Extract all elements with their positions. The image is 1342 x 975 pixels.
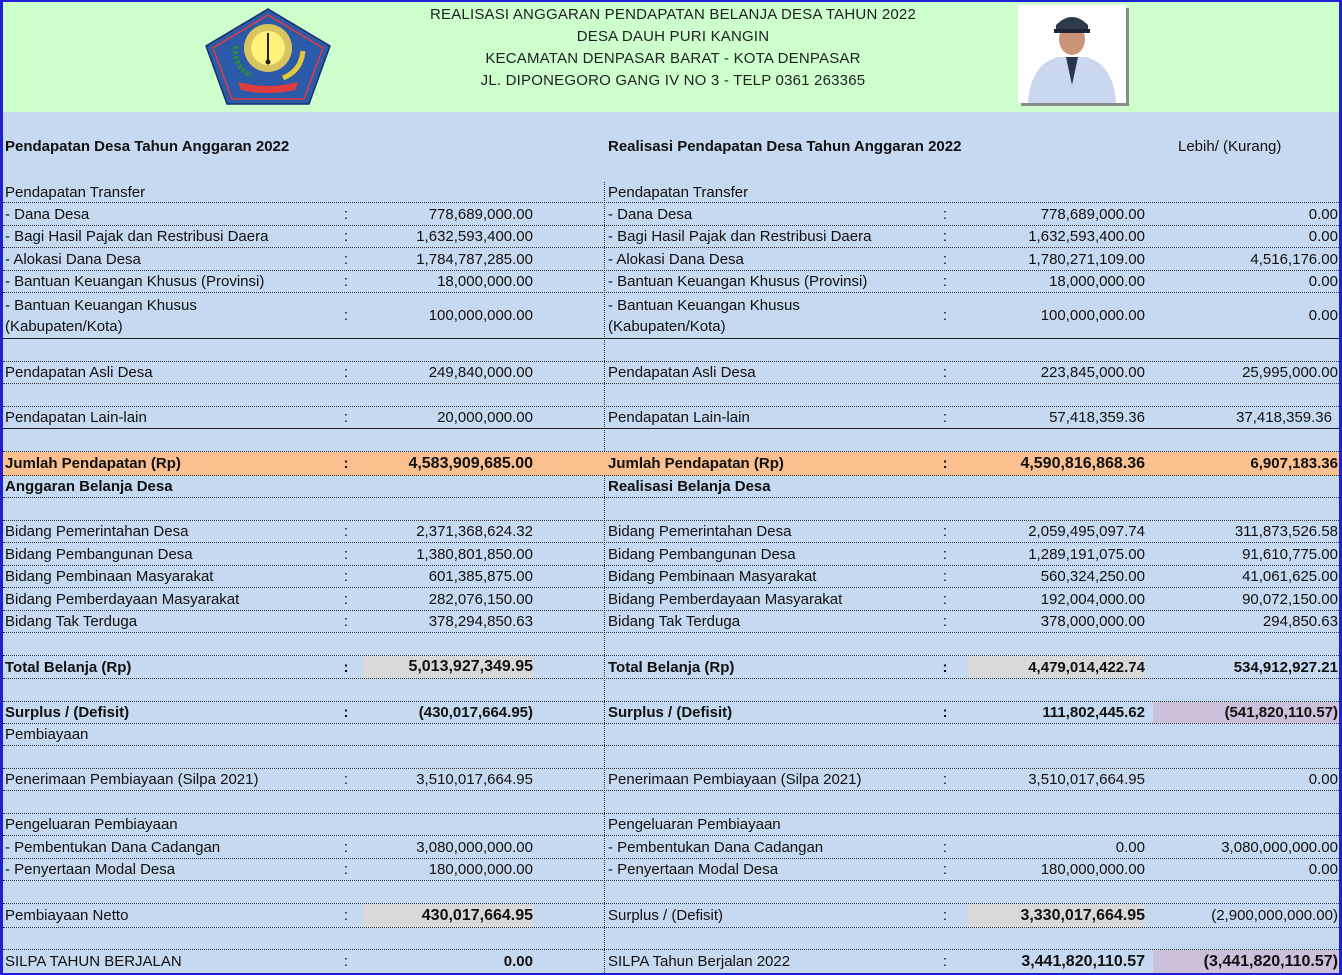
colon: : xyxy=(942,907,948,924)
row-label-budget: Pembiayaan Netto xyxy=(5,907,129,924)
financing-title: Pembiayaan xyxy=(5,726,89,743)
blank-row xyxy=(3,791,1339,814)
colon: : xyxy=(942,861,948,878)
colon: : xyxy=(343,364,349,381)
difference-value[interactable]: (2,900,000,000.00) xyxy=(1211,907,1338,924)
realization-value[interactable]: 560,324,250.00 xyxy=(1040,568,1145,585)
row-label-budget: Surplus / (Defisit) xyxy=(5,704,130,721)
difference-value[interactable]: 294,850.63 xyxy=(1262,613,1338,630)
colon: : xyxy=(942,658,948,676)
row-label-realization: Pendapatan Lain-lain xyxy=(608,409,750,426)
row-label-budget: Bidang Pembinaan Masyarakat xyxy=(5,568,214,585)
table-row xyxy=(3,521,1339,543)
colon: : xyxy=(942,953,948,970)
row-label-realization: Pendapatan Transfer xyxy=(608,183,749,201)
realization-value[interactable]: 3,510,017,664.95 xyxy=(1028,771,1145,788)
colon: : xyxy=(343,838,349,856)
row-label-budget: Pendapatan Asli Desa xyxy=(5,364,153,381)
realization-value[interactable]: 778,689,000.00 xyxy=(1040,205,1145,223)
realization-value[interactable]: 0.00 xyxy=(1115,838,1145,856)
realization-value[interactable]: 1,780,271,109.00 xyxy=(1028,250,1145,268)
row-label-realization: SILPA Tahun Berjalan 2022 xyxy=(608,953,791,970)
colon: : xyxy=(343,228,349,245)
budget-value[interactable]: 100,000,000.00 xyxy=(428,307,533,324)
spreadsheet-sheet xyxy=(3,2,1339,973)
row-label-realization: - Bantuan Keuangan Khusus (Provinsi) xyxy=(608,273,868,290)
difference-total-expense[interactable]: 534,912,927.21 xyxy=(1233,658,1338,676)
table-row xyxy=(3,248,1339,271)
colon: : xyxy=(343,613,349,630)
realization-value[interactable]: 1,289,191,075.00 xyxy=(1028,545,1145,563)
row-label-realization: - Bagi Hasil Pajak dan Restribusi Daera xyxy=(608,228,872,245)
colon: : xyxy=(343,307,349,324)
colon: : xyxy=(343,250,349,268)
colon: : xyxy=(343,273,349,290)
colon: : xyxy=(942,613,948,630)
row-label-realization: Penerimaan Pembiayaan (Silpa 2021) xyxy=(608,771,862,788)
blank-row xyxy=(3,679,1339,702)
realization-value[interactable]: 57,418,359.36 xyxy=(1049,409,1145,426)
table-row xyxy=(3,611,1339,633)
row-label-realization: Jumlah Pendapatan (Rp) xyxy=(608,455,784,472)
difference-value[interactable]: 90,072,150.00 xyxy=(1242,590,1338,608)
expense-budget-title: Anggaran Belanja Desa xyxy=(5,478,173,495)
blank-row xyxy=(3,928,1339,950)
blank-row xyxy=(3,429,1339,452)
row-label-budget: - Pembentukan Dana Cadangan xyxy=(5,838,221,856)
colon: : xyxy=(343,658,349,676)
budget-value[interactable]: 1,632,593,400.00 xyxy=(416,228,533,245)
realization-total-expense[interactable]: 4,479,014,422.74 xyxy=(968,656,1145,678)
budget-net-financing[interactable]: 430,017,664.95 xyxy=(363,904,533,927)
colon: : xyxy=(343,590,349,608)
pentagon-emblem-icon xyxy=(203,6,333,106)
budget-silpa[interactable]: 0.00 xyxy=(503,953,533,970)
row-label-realization: - Dana Desa xyxy=(608,205,693,223)
colon: : xyxy=(343,205,349,223)
realization-value[interactable]: 192,004,000.00 xyxy=(1040,590,1145,608)
blank-row xyxy=(3,881,1339,904)
colon: : xyxy=(343,861,349,878)
colon: : xyxy=(942,273,948,290)
row-label-budget: Bidang Pemerintahan Desa xyxy=(5,523,189,540)
blank-row xyxy=(3,339,1339,362)
colon: : xyxy=(942,590,948,608)
difference-value[interactable]: 3,080,000,000.00 xyxy=(1221,838,1338,856)
difference-value[interactable]: 37,418,359.36 xyxy=(1236,409,1332,426)
budget-total-income[interactable]: 4,583,909,685.00 xyxy=(408,454,533,472)
net-financing-row xyxy=(3,904,1339,928)
budget-value[interactable]: 1,784,787,285.00 xyxy=(416,250,533,268)
realization-value[interactable]: 18,000,000.00 xyxy=(1049,273,1145,290)
table-row xyxy=(3,543,1339,566)
difference-value[interactable]: 25,995,000.00 xyxy=(1242,364,1338,381)
budget-value[interactable]: 249,840,000.00 xyxy=(428,364,533,381)
table-row xyxy=(3,293,1339,339)
row-label-budget: Total Belanja (Rp) xyxy=(5,658,132,676)
row-label-realization: Bidang Pemberdayaan Masyarakat xyxy=(608,590,843,608)
total-expense-row xyxy=(3,656,1339,679)
row-label-budget: - Bantuan Keuangan Khusus (Provinsi) xyxy=(5,273,265,290)
budget-value[interactable]: 601,385,875.00 xyxy=(428,568,533,585)
budget-value[interactable]: 378,294,850.63 xyxy=(428,613,533,630)
table-row xyxy=(3,226,1339,248)
row-label-realization: Bidang Pembinaan Masyarakat xyxy=(608,568,817,585)
section-row xyxy=(3,476,1339,498)
surplus-row xyxy=(3,702,1339,724)
budget-value[interactable]: 2,371,368,624.32 xyxy=(416,523,533,540)
realization-surplus[interactable]: 111,802,445.62 xyxy=(1042,704,1145,721)
row-label-budget: - Bantuan Keuangan Khusus (Kabupaten/Kota) xyxy=(5,296,197,335)
colon: : xyxy=(343,409,349,426)
colon: : xyxy=(942,455,948,472)
row-label-realization: - Penyertaan Modal Desa xyxy=(608,861,779,878)
difference-value[interactable]: 41,061,625.00 xyxy=(1242,568,1338,585)
table-row xyxy=(3,182,1339,203)
colon: : xyxy=(343,953,349,970)
realization-value[interactable]: 180,000,000.00 xyxy=(1040,861,1145,878)
village-name: DESA DAUH PURI KANGIN xyxy=(576,28,770,45)
colon: : xyxy=(343,455,349,472)
budget-section-title: Pendapatan Desa Tahun Anggaran 2022 xyxy=(5,138,290,155)
table-row xyxy=(3,769,1339,791)
colon: : xyxy=(343,545,349,563)
colon: : xyxy=(942,523,948,540)
table-row xyxy=(3,588,1339,611)
realization-value[interactable]: 378,000,000.00 xyxy=(1040,613,1145,630)
row-label-budget: Bidang Pembangunan Desa xyxy=(5,545,193,563)
row-label-realization: Surplus / (Defisit) xyxy=(608,907,724,924)
difference-value[interactable]: 0.00 xyxy=(1308,228,1338,245)
difference-surplus[interactable]: (541,820,110.57) xyxy=(1153,702,1338,723)
silpa-row xyxy=(3,950,1339,973)
row-label-budget: - Bagi Hasil Pajak dan Restribusi Daera xyxy=(5,228,269,245)
row-label-budget: Bidang Tak Terduga xyxy=(5,613,138,630)
section-row xyxy=(3,724,1339,746)
realization-total-income[interactable]: 4,590,816,868.36 xyxy=(1020,454,1145,472)
budget-value[interactable]: 1,380,801,850.00 xyxy=(416,545,533,563)
colon: : xyxy=(942,205,948,223)
budget-value[interactable]: 282,076,150.00 xyxy=(428,590,533,608)
row-label-budget: Jumlah Pendapatan (Rp) xyxy=(5,455,181,472)
district-name: KECAMATAN DENPASAR BARAT - KOTA DENPASAR xyxy=(485,50,861,67)
row-label-realization: Bidang Tak Terduga xyxy=(608,613,741,630)
realization-net-surplus[interactable]: 3,330,017,664.95 xyxy=(968,904,1145,927)
row-label-budget: Pendapatan Transfer xyxy=(5,183,146,201)
budget-value[interactable]: 18,000,000.00 xyxy=(437,273,533,290)
realization-value[interactable]: 2,059,495,097.74 xyxy=(1028,523,1145,540)
row-label-realization: Surplus / (Defisit) xyxy=(608,704,733,721)
total-income-row xyxy=(3,452,1339,476)
difference-value[interactable]: 0.00 xyxy=(1308,273,1338,290)
realization-value[interactable]: 100,000,000.00 xyxy=(1040,307,1145,324)
difference-value[interactable]: 0.00 xyxy=(1308,861,1338,878)
budget-value[interactable]: 20,000,000.00 xyxy=(437,409,533,426)
difference-value[interactable]: 0.00 xyxy=(1308,307,1338,324)
blank-row xyxy=(3,498,1339,521)
section-row xyxy=(3,814,1339,836)
budget-surplus[interactable]: (430,017,664.95) xyxy=(418,704,533,721)
row-label-realization: Pengeluaran Pembiayaan xyxy=(608,816,781,833)
table-row xyxy=(3,836,1339,859)
blank-row xyxy=(3,746,1339,769)
budget-value[interactable]: 180,000,000.00 xyxy=(428,861,533,878)
table-row xyxy=(3,203,1339,226)
row-label-budget: SILPA TAHUN BERJALAN xyxy=(5,953,182,970)
address: JL. DIPONEGORO GANG IV NO 3 - TELP 0361 263365 xyxy=(480,72,866,89)
difference-value[interactable]: 311,873,526.58 xyxy=(1234,523,1338,540)
table-row xyxy=(3,566,1339,588)
colon: : xyxy=(343,568,349,585)
row-label-budget: - Alokasi Dana Desa xyxy=(5,250,141,268)
row-label-realization: - Bantuan Keuangan Khusus (Kabupaten/Kota) xyxy=(608,296,800,335)
colon: : xyxy=(942,250,948,268)
row-label-budget: Pendapatan Lain-lain xyxy=(5,409,147,426)
official-portrait-photo xyxy=(1018,5,1126,103)
budget-value[interactable]: 778,689,000.00 xyxy=(428,205,533,223)
realization-value[interactable]: 223,845,000.00 xyxy=(1040,364,1145,381)
row-label-realization: Total Belanja (Rp) xyxy=(608,658,735,676)
table-row xyxy=(3,271,1339,293)
report-title-block xyxy=(333,4,1013,92)
row-label-realization: Bidang Pembangunan Desa xyxy=(608,545,796,563)
row-label-realization: - Pembentukan Dana Cadangan xyxy=(608,838,824,856)
row-label-budget: - Penyertaan Modal Desa xyxy=(5,861,176,878)
table-row xyxy=(3,859,1339,881)
report-title: REALISASI ANGGARAN PENDAPATAN BELANJA DESA TAHUN 2022 xyxy=(429,6,917,23)
budget-total-expense[interactable]: 5,013,927,349.95 xyxy=(363,656,533,678)
table-row xyxy=(3,362,1339,384)
row-label-realization: Bidang Pemerintahan Desa xyxy=(608,523,792,540)
difference-value[interactable]: 0.00 xyxy=(1308,205,1338,223)
colon: : xyxy=(343,704,349,721)
difference-value[interactable]: 4,516,176.00 xyxy=(1250,250,1338,268)
difference-value[interactable]: 91,610,775.00 xyxy=(1242,545,1338,563)
budget-value[interactable]: 3,080,000,000.00 xyxy=(416,838,533,856)
budget-value[interactable]: 3,510,017,664.95 xyxy=(416,771,533,788)
colon: : xyxy=(343,907,349,924)
realization-silpa[interactable]: 3,441,820,110.57 xyxy=(1021,952,1145,970)
difference-value[interactable]: 0.00 xyxy=(1308,771,1338,788)
realization-section-title: Realisasi Pendapatan Desa Tahun Anggaran 2022 xyxy=(608,138,962,155)
colon: : xyxy=(942,364,948,381)
row-label-realization: - Alokasi Dana Desa xyxy=(608,250,744,268)
colon: : xyxy=(942,704,948,721)
colon: : xyxy=(942,838,948,856)
blank-row xyxy=(3,384,1339,407)
colon: : xyxy=(942,545,948,563)
row-label-budget: Penerimaan Pembiayaan (Silpa 2021) xyxy=(5,771,259,788)
blank-row xyxy=(3,633,1339,656)
difference-column-title: Lebih/ (Kurang) xyxy=(1178,138,1282,155)
row-label-budget: Pengeluaran Pembiayaan xyxy=(5,816,178,833)
colon: : xyxy=(942,307,948,324)
colon: : xyxy=(942,771,948,788)
expense-realization-title: Realisasi Belanja Desa xyxy=(608,478,771,495)
realization-value[interactable]: 1,632,593,400.00 xyxy=(1028,228,1145,245)
row-label-realization: Pendapatan Asli Desa xyxy=(608,364,756,381)
colon: : xyxy=(942,409,948,426)
row-label-budget: - Dana Desa xyxy=(5,205,90,223)
table-row xyxy=(3,407,1339,429)
colon: : xyxy=(942,228,948,245)
row-label-budget: Bidang Pemberdayaan Masyarakat xyxy=(5,590,240,608)
difference-silpa[interactable]: (3,441,820,110.57) xyxy=(1153,950,1338,973)
colon: : xyxy=(343,771,349,788)
colon: : xyxy=(942,568,948,585)
report-header xyxy=(3,2,1339,112)
difference-total-income[interactable]: 6,907,183.36 xyxy=(1250,455,1338,472)
colon: : xyxy=(343,523,349,540)
